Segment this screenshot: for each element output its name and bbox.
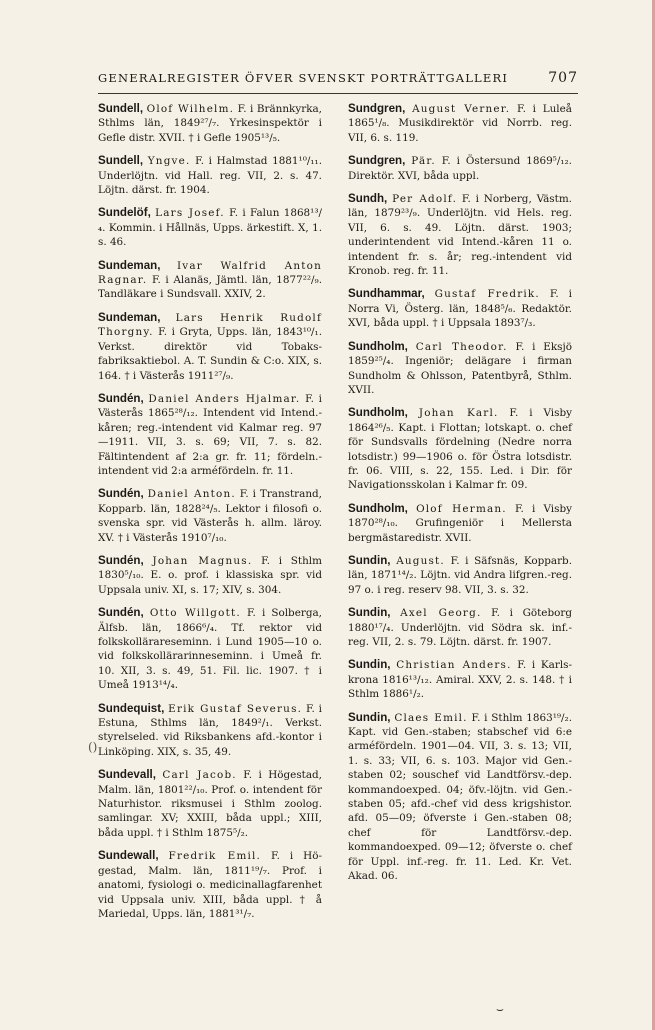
entry-given-names: Otto Willgott. [149,607,241,620]
register-entry [98,606,322,692]
entry-surname: Sundell, [98,154,144,168]
entry-text: F. i Karlskrona 1816¹³/₁₂. Amiral. XXV, 2. s. 148. † i Sthlm 1886¹/₂. [348,659,572,701]
entry-text: F. i Säfsnäs, Kopparb. län, 1871¹⁴/₂. Löjtn. vid Andra lifgren.-reg. 97 o. i reg. reserv 98. VII, 3. s. 32. [348,554,572,596]
entry-given-names: Pär. [411,155,436,168]
register-entry [98,702,322,760]
entry-given-names: August Verner. [412,103,511,115]
entry-given-names: Fredrik Emil. [168,850,262,863]
entry-given-names: Axel Georg. [400,607,482,620]
entry-text: F. i Eksjö 1859²⁵/₄. Ingeniör; delägare i firman Sundholm & Ohlsson, Patentbyrå, Sthlm. XVII. [348,340,572,396]
entry-given-names: Daniel Anders Hjalmar. [148,392,301,405]
entry-surname: Sundin, [348,606,391,620]
entry-text: F. i Alanäs, Jämtl. län, 1877²²/₉. Tandläkare i Sundsvall. XXIV, 2. [98,274,322,301]
entry-given-names: Carl Theodor. [415,340,508,353]
entry-surname: Sundholm, [348,339,408,353]
entry-surname: Sundin, [348,553,391,567]
entry-given-names: Per Adolf. [392,193,458,206]
entry-surname: Sundeman, [98,258,161,272]
register-entry [98,487,322,545]
register-entry [348,287,572,330]
entry-given-names: Claes Emil. [394,711,468,724]
entry-surname: Sundell, [98,102,144,115]
entry-surname: Sundén, [98,606,144,620]
entry-surname: Sundholm, [348,501,408,515]
entry-given-names: Erik Gustaf Severus. [168,702,303,715]
entry-surname: Sundén, [98,487,144,501]
entry-text: F. i Gryta, Upps. län, 1843¹⁰/₁. Verkst. direktör vid Tobaksfabriksaktiebol. A. T. Sundin & C:o. XIX, s. 164. † i Västerås 1911²⁷/₉. [98,326,322,382]
entry-given-names: Gustaf Fredrik. [434,288,540,301]
entry-surname: Sundgren, [348,102,406,115]
entry-text: F. i Sthlm 1863¹⁹/₂. Kapt. vid Gen.-staben; stabschef vid 6:e arméfördeln. 1901—04. VII, 3. s. 13; VII, 1. s. 33; VII, 6. s. 103. Major vid Gen.-staben 02; souschef vid Landtförsv.-dep. kommandoexped. 04; öfv.-löjtn. vid Gen.-staben 05; afd.-chef vid dess krigshistor. afd. 05—09; öfverste i Gen.-staben 08; chef för Landtförsv.-dep. kommandoexped. 09—12; öfverste o. chef för Uppl. inf.-reg. fr. 11. Led. Kr. Vet. Akad. 06. [348,711,573,883]
register-entry [98,768,322,840]
entry-surname: Sundeman, [98,310,161,324]
entry-given-names: Johan Karl. [418,407,499,420]
register-entry [98,554,322,597]
entry-text: F. i Brännkyrka, Sthlms län, 1849²⁷/₇. Yrkesinspektör i Gefle distr. XVII. † i Gefle 1905¹³/₅. [98,103,322,144]
right-column [348,102,572,893]
entry-text: F. i Högestad, Malm. län, 1801²²/₁₀. Prof. o. intendent för Naturhistor. riksmusei i Sthlm zoolog. samlingar. XV; XXIII, båda uppl.; XIII, båda uppl. † i Sthlm 1875⁵/₂. [98,769,322,839]
entry-text: F. i Norberg, Västm. län, 1879²³/₉. Underlöjtn. vid Hels. reg. VII, 6. s. 49. Löjtn. därst. 1903; underintendent vid Intend.-kåren 11 o. intendent fr. s. år; reg.-intendent vid Kronob. reg. fr. 11. [348,193,572,278]
entry-text: F. i Högestad, Malm. län, 1811¹⁹/₇. Prof. i anatomi, fysiologi o. medicinallagfarenhet vid Uppsala univ. XIII, båda uppl. † å Mariedal, Upps. län, 1881³¹/₇. [98,850,322,920]
register-entry [98,849,322,921]
entry-text: F. i Transtrand, Kopparb. län, 1828²⁴/₅. Lektor i filosofi o. svenska spr. vid Västerås h. allm. läroy. XV. † i Västerås 1910⁷/₁₀. [98,488,322,544]
entry-text: F. i Göteborg 1880¹⁷/₄. Underlöjtn. vid Södra sk. inf.-reg. VII, 2. s. 79. Löjtn. därst. fr. 1907. [348,607,572,648]
entry-given-names: Ivar Walfrid Anton Ragnar. [98,259,322,287]
register-entry [348,340,572,398]
entry-surname: Sundh, [348,192,388,206]
register-entry [348,406,572,492]
register-entry [98,311,322,383]
entry-surname: Sundhammar, [348,287,425,301]
entry-given-names: Christian Anders. [396,659,512,672]
entry-text: F. i Norra Vi, Österg. län, 1848⁵/₆. Redaktör. XVI, båda uppl. † i Uppsala 1893⁷/₃. [348,288,572,330]
entry-given-names: Johan Magnus. [152,554,253,567]
entry-given-names: Olof Wilhelm. [146,103,235,115]
entry-text: F. i Västerås 1865²⁸/₁₂. Intendent vid Intend.-kåren; reg.-intendent vid Kalmar reg. 97—1911. VII, 3. s. 69; VII, 7. s. 82. Fältintendent af 2:a gr. fr. 11; fördeln.-intendent vid 2:a arméfördeln. fr. 11. [98,392,322,477]
entry-given-names: Lars Henrik Rudolf Thorgny. [98,311,322,339]
entry-text: F. i Luleå 1865¹/₈. Musikdirektör vid Norrb. reg. VII, 6. s. 119. [348,103,572,144]
entry-text: F. i Halmstad 1881¹⁰/₁₁. Underlöjtn. vid Hall. reg. VII, 2. s. 47. Löjtn. därst. fr. 1904. [98,155,322,197]
entry-surname: Sundin, [348,658,391,672]
page-header [98,70,578,86]
entry-given-names: Carl Jacob. [162,769,237,782]
register-entry [348,554,572,597]
register-entry [98,102,322,145]
entry-surname: Sundewall, [98,849,159,863]
register-entry [348,606,572,649]
header-rule [98,93,578,94]
running-title: GENERALREGISTER ÖFVER SVENSKT PORTRÄTTGALLERI [98,71,509,85]
left-column [98,102,322,930]
entry-given-names: Lars Josef. [155,207,225,220]
entry-text: F. i Visby 1864²⁶/₅. Kapt. i Flottan; lotskapt. o. chef för Sundsvalls fördelning (Nedre norra lotsdistr.) 99—1906 o. för Östra lotsdistr. fr. 06. VIII, s. 22, 155. Led. i Dir. för Navigationsskolan i Kalmar fr. 09. [348,407,572,492]
footer-flourish: ⌣ [496,1002,504,1016]
entry-surname: Sundén, [98,391,144,405]
entry-text: F. i Estuna, Sthlms län, 1849²/₁. Verkst. styrelseled. vid Riksbankens afd.-kontor i Linköping. XIX, s. 35, 49. [98,702,322,758]
entry-text: F. i Sthlm 1830⁵/₁₀. E. o. prof. i klassiska spr. vid Uppsala univ. XI, s. 17; XIV, s. 304. [98,554,322,596]
register-entry [348,658,572,701]
entry-given-names: Daniel Anton. [147,488,236,501]
register-entry [348,711,572,884]
register-entry [348,502,572,545]
entry-surname: Sundholm, [348,406,408,420]
register-entry [98,206,322,249]
entry-surname: Sundevall, [98,768,156,782]
entry-surname: Sundelöf, [98,206,151,220]
entry-surname: Sundequist, [98,701,165,715]
register-entry [348,154,572,183]
entry-surname: Sundgren, [348,154,406,168]
page-number: 707 [548,70,578,86]
margin-mark: () [88,740,98,754]
register-entry [98,392,322,478]
entry-surname: Sundin, [348,710,391,724]
entry-text: F. i Falun 1868¹³/₄. Kommin. i Hållnäs, Upps. ärkestift. X, 1. s. 46. [98,207,323,249]
entry-text: F. i Solberga, Älfsb. län, 1866⁶/₄. Tf. rektor vid folkskollärareseminn. i Lund 1905—10 o. vid folkskollärarinneseminn. i Umeå fr. 10. XII, 3. s. 49, 51. Fil. lic. 1907. † i Umeå 1913¹⁴/₄. [98,607,322,692]
register-entry [348,192,572,278]
register-entry [348,102,572,145]
entry-surname: Sundén, [98,553,144,567]
register-entry [98,154,322,197]
entry-given-names: August. [396,554,445,567]
entry-text: F. i Östersund 1869⁵/₁₂. Direktör. XVI, båda uppl. [348,155,572,182]
entry-given-names: Yngve. [147,155,191,168]
entry-given-names: Olof Herman. [416,502,507,515]
entry-text: F. i Visby 1870²⁸/₁₀. Grufingeniör i Mellersta bergmästaredistr. XVII. [348,502,572,544]
register-entry [98,259,322,302]
